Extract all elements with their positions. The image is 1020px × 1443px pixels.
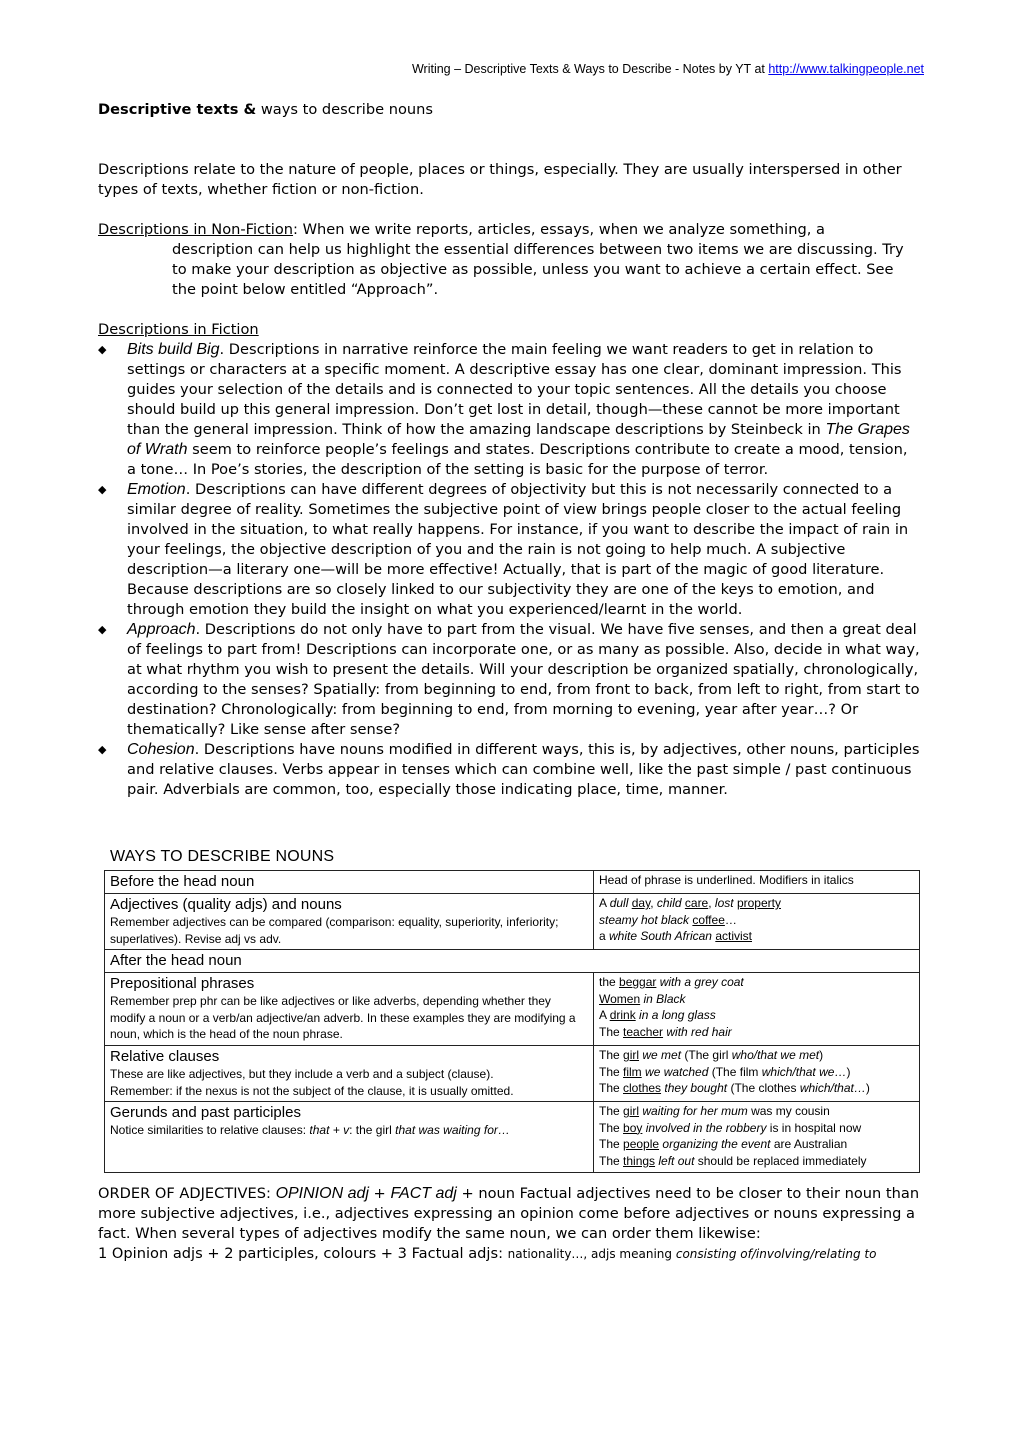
book-title: The Grapes of Wrath bbox=[127, 421, 910, 458]
adj-examples-cell bbox=[594, 894, 920, 950]
example-line: A drink in a long glass bbox=[599, 1008, 716, 1023]
bullet-text: . Descriptions do not only have to part from the visual. We have five senses, and then a great deal of feelings to part from! Descriptions can incorporate one, or as many as possible. Also, decide in what way, at what rhythm you wish to present the details. Will your description be organized spatially, chronologically, according to the senses? Spatially: from beginning to end, from front to back, from left to right, from start to destination? Chronologically: from beginning to end, from morning to evening, year after year…? Or thematically? Like sense after sense? bbox=[127, 621, 920, 738]
bullet-text: . Descriptions in narrative reinforce the main feeling we want readers to get in relation to settings or characters at a specific moment. A descriptive essay has one clear, dominant impression. This guides your selection of the details and is connected to your topic sentences. All the details you choose should build up this general impression. Don’t get lost in detail, though—these cannot be more important than the general impression. Think of how the amazing landscape descriptions by Steinbeck in bbox=[127, 341, 902, 438]
table-row bbox=[105, 950, 920, 973]
rel-cell bbox=[105, 1045, 594, 1101]
order-list-line: 1 Opinion adjs + 2 participles, colours + 3 Factual adjs: nationality…, adjs meaning consisting of/involving/relating to bbox=[98, 1245, 877, 1262]
list-item bbox=[98, 480, 920, 620]
bullet-text: seem to reinforce people’s feelings and states. Descriptions contribute to create a mood, tension, a tone… In Poe’s stories, the description of the setting is basic for the purpose of terror. bbox=[127, 441, 908, 478]
table-row bbox=[105, 894, 920, 950]
prep-note: Remember prep phr can be like adjectives or like adverbs, depending whether they modify a noun or a verb/an adjective/an adverb. In these examples they are modifying a noun, which is the head of the noun phrase. bbox=[110, 994, 576, 1042]
bullet-lead: Cohesion bbox=[127, 741, 195, 758]
example-line: The clothes they bought (The clothes which/that…) bbox=[599, 1081, 870, 1096]
example-line: A dull day, child care, lost property bbox=[599, 896, 781, 910]
ger-note: Notice similarities to relative clauses: that + v: the girl that was waiting for… bbox=[110, 1123, 510, 1138]
page-title bbox=[98, 100, 920, 120]
list-item bbox=[98, 740, 920, 800]
example-line: The film we watched (The film which/that we…) bbox=[599, 1064, 851, 1079]
table-row bbox=[105, 1045, 920, 1101]
adj-heading: Adjectives (quality adjs) and nouns bbox=[110, 896, 342, 913]
example-line: The teacher with red hair bbox=[599, 1024, 732, 1039]
adj-note: Remember adjectives can be compared (comparison: equality, superiority, inferiority; superlatives). Revise adj vs adv. bbox=[110, 915, 559, 946]
ger-heading: Gerunds and past participles bbox=[110, 1104, 301, 1122]
fiction-heading: Descriptions in Fiction bbox=[98, 321, 259, 338]
intro-paragraph: Descriptions relate to the nature of people, places or things, especially. They are usually interspersed in other types of texts, whether fiction or non-fiction. bbox=[98, 161, 902, 198]
example-line: steamy hot black coffee… bbox=[599, 912, 737, 927]
before-note-cell: Head of phrase is underlined. Modifiers in italics bbox=[594, 871, 920, 894]
rel-heading: Relative clauses bbox=[110, 1047, 220, 1065]
table-row bbox=[105, 973, 920, 1046]
example-line: The girl waiting for her mum was my cousin bbox=[599, 1104, 830, 1119]
ways-title: WAYS TO DESCRIBE NOUNS bbox=[110, 848, 335, 865]
ways-table bbox=[104, 870, 920, 1173]
title-bold: Descriptive texts & bbox=[98, 101, 257, 118]
header-link[interactable]: http://www.talkingpeople.net bbox=[768, 62, 924, 76]
list-item bbox=[98, 340, 920, 480]
list-item bbox=[98, 620, 920, 740]
nonfiction-first: : When we write reports, articles, essays, when we analyze something, a bbox=[293, 221, 825, 238]
bullet-text: . Descriptions can have different degrees of objectivity but this is not necessarily connected to a similar degree of reality. Sometimes the subjective point of view brings people closer to the actual feeling involved in the situation, to what really happens. For instance, if you want to describe the impact of rain in your feelings, the objective description of you and the rain is not going to help much. A subjective description—a literary one—will be more effective! Actually, that is part of the magic of good literature. Because descriptions are so closely linked to our subjectivity they are one of the keys to emotion, and through emotion they build the insight on what you experienced/learnt in the world. bbox=[127, 481, 909, 618]
ger-examples-cell bbox=[594, 1102, 920, 1172]
header-text: Writing – Descriptive Texts & Ways to Describe - Notes by YT at bbox=[411, 62, 769, 76]
example-line: a white South African activist bbox=[599, 929, 752, 944]
ways-table-section bbox=[104, 848, 920, 1173]
example-line: the beggar with a grey coat bbox=[599, 975, 744, 990]
rel-examples-cell bbox=[594, 1045, 920, 1101]
rel-note: Remember: if the nexus is not the subject of the clause, it is usually omitted. bbox=[110, 1083, 514, 1098]
order-of-adjectives bbox=[98, 1184, 920, 1264]
example-line: The things left out should be replaced immediately bbox=[599, 1153, 867, 1168]
example-line: The people organizing the event are Australian bbox=[599, 1137, 848, 1152]
before-head-cell: Before the head noun bbox=[105, 871, 594, 894]
diamond-bullet-icon: ◆ bbox=[98, 483, 107, 496]
prep-heading: Prepositional phrases bbox=[110, 975, 255, 993]
bullet-lead: Approach bbox=[127, 621, 196, 638]
nonfiction-heading: Descriptions in Non-Fiction bbox=[98, 221, 294, 238]
prep-cell bbox=[105, 973, 594, 1046]
table-row bbox=[105, 871, 920, 894]
ger-cell bbox=[105, 1102, 594, 1172]
main-content bbox=[98, 100, 920, 800]
bullet-lead: Emotion bbox=[127, 481, 186, 498]
diamond-bullet-icon: ◆ bbox=[98, 743, 107, 756]
after-head-cell: After the head noun bbox=[105, 950, 920, 973]
rel-note: These are like adjectives, but they include a verb and a subject (clause). bbox=[110, 1066, 494, 1081]
example-line: Women in Black bbox=[599, 991, 686, 1006]
diamond-bullet-icon: ◆ bbox=[98, 343, 107, 356]
fiction-list bbox=[98, 340, 920, 800]
example-line: The girl we met (The girl who/that we met) bbox=[599, 1047, 824, 1062]
example-line: The boy involved in the robbery is in hospital now bbox=[599, 1120, 862, 1135]
table-row bbox=[105, 1102, 920, 1172]
adj-cell bbox=[105, 894, 594, 950]
bullet-text: . Descriptions have nouns modified in different ways, this is, by adjectives, other nouns, participles and relative clauses. Verbs appear in tenses which can combine well, like the past simple / past continuous pair. Adverbials are common, too, especially those indicating place, time, manner. bbox=[127, 741, 920, 798]
bullet-lead: Bits build Big bbox=[127, 341, 220, 358]
diamond-bullet-icon: ◆ bbox=[98, 623, 107, 636]
nonfiction-paragraph bbox=[98, 220, 920, 240]
prep-examples-cell bbox=[594, 973, 920, 1046]
title-rest: ways to describe nouns bbox=[256, 101, 434, 118]
order-paragraph: ORDER OF ADJECTIVES: OPINION adj + FACT adj + noun Factual adjectives need to be closer to their noun than more subjective adjectives, i.e., adjectives expressing an opinion come before adjectives or nouns expressing a fact. When several types of adjectives modify the same noun, we can order them likewise: bbox=[98, 1185, 920, 1242]
nonfiction-rest: description can help us highlight the essential differences between two items we are discussing. Try to make your description as objective as possible, unless you want to achieve a certain effect. See the point below entitled “Approach”. bbox=[172, 241, 904, 298]
page-header bbox=[412, 62, 924, 76]
